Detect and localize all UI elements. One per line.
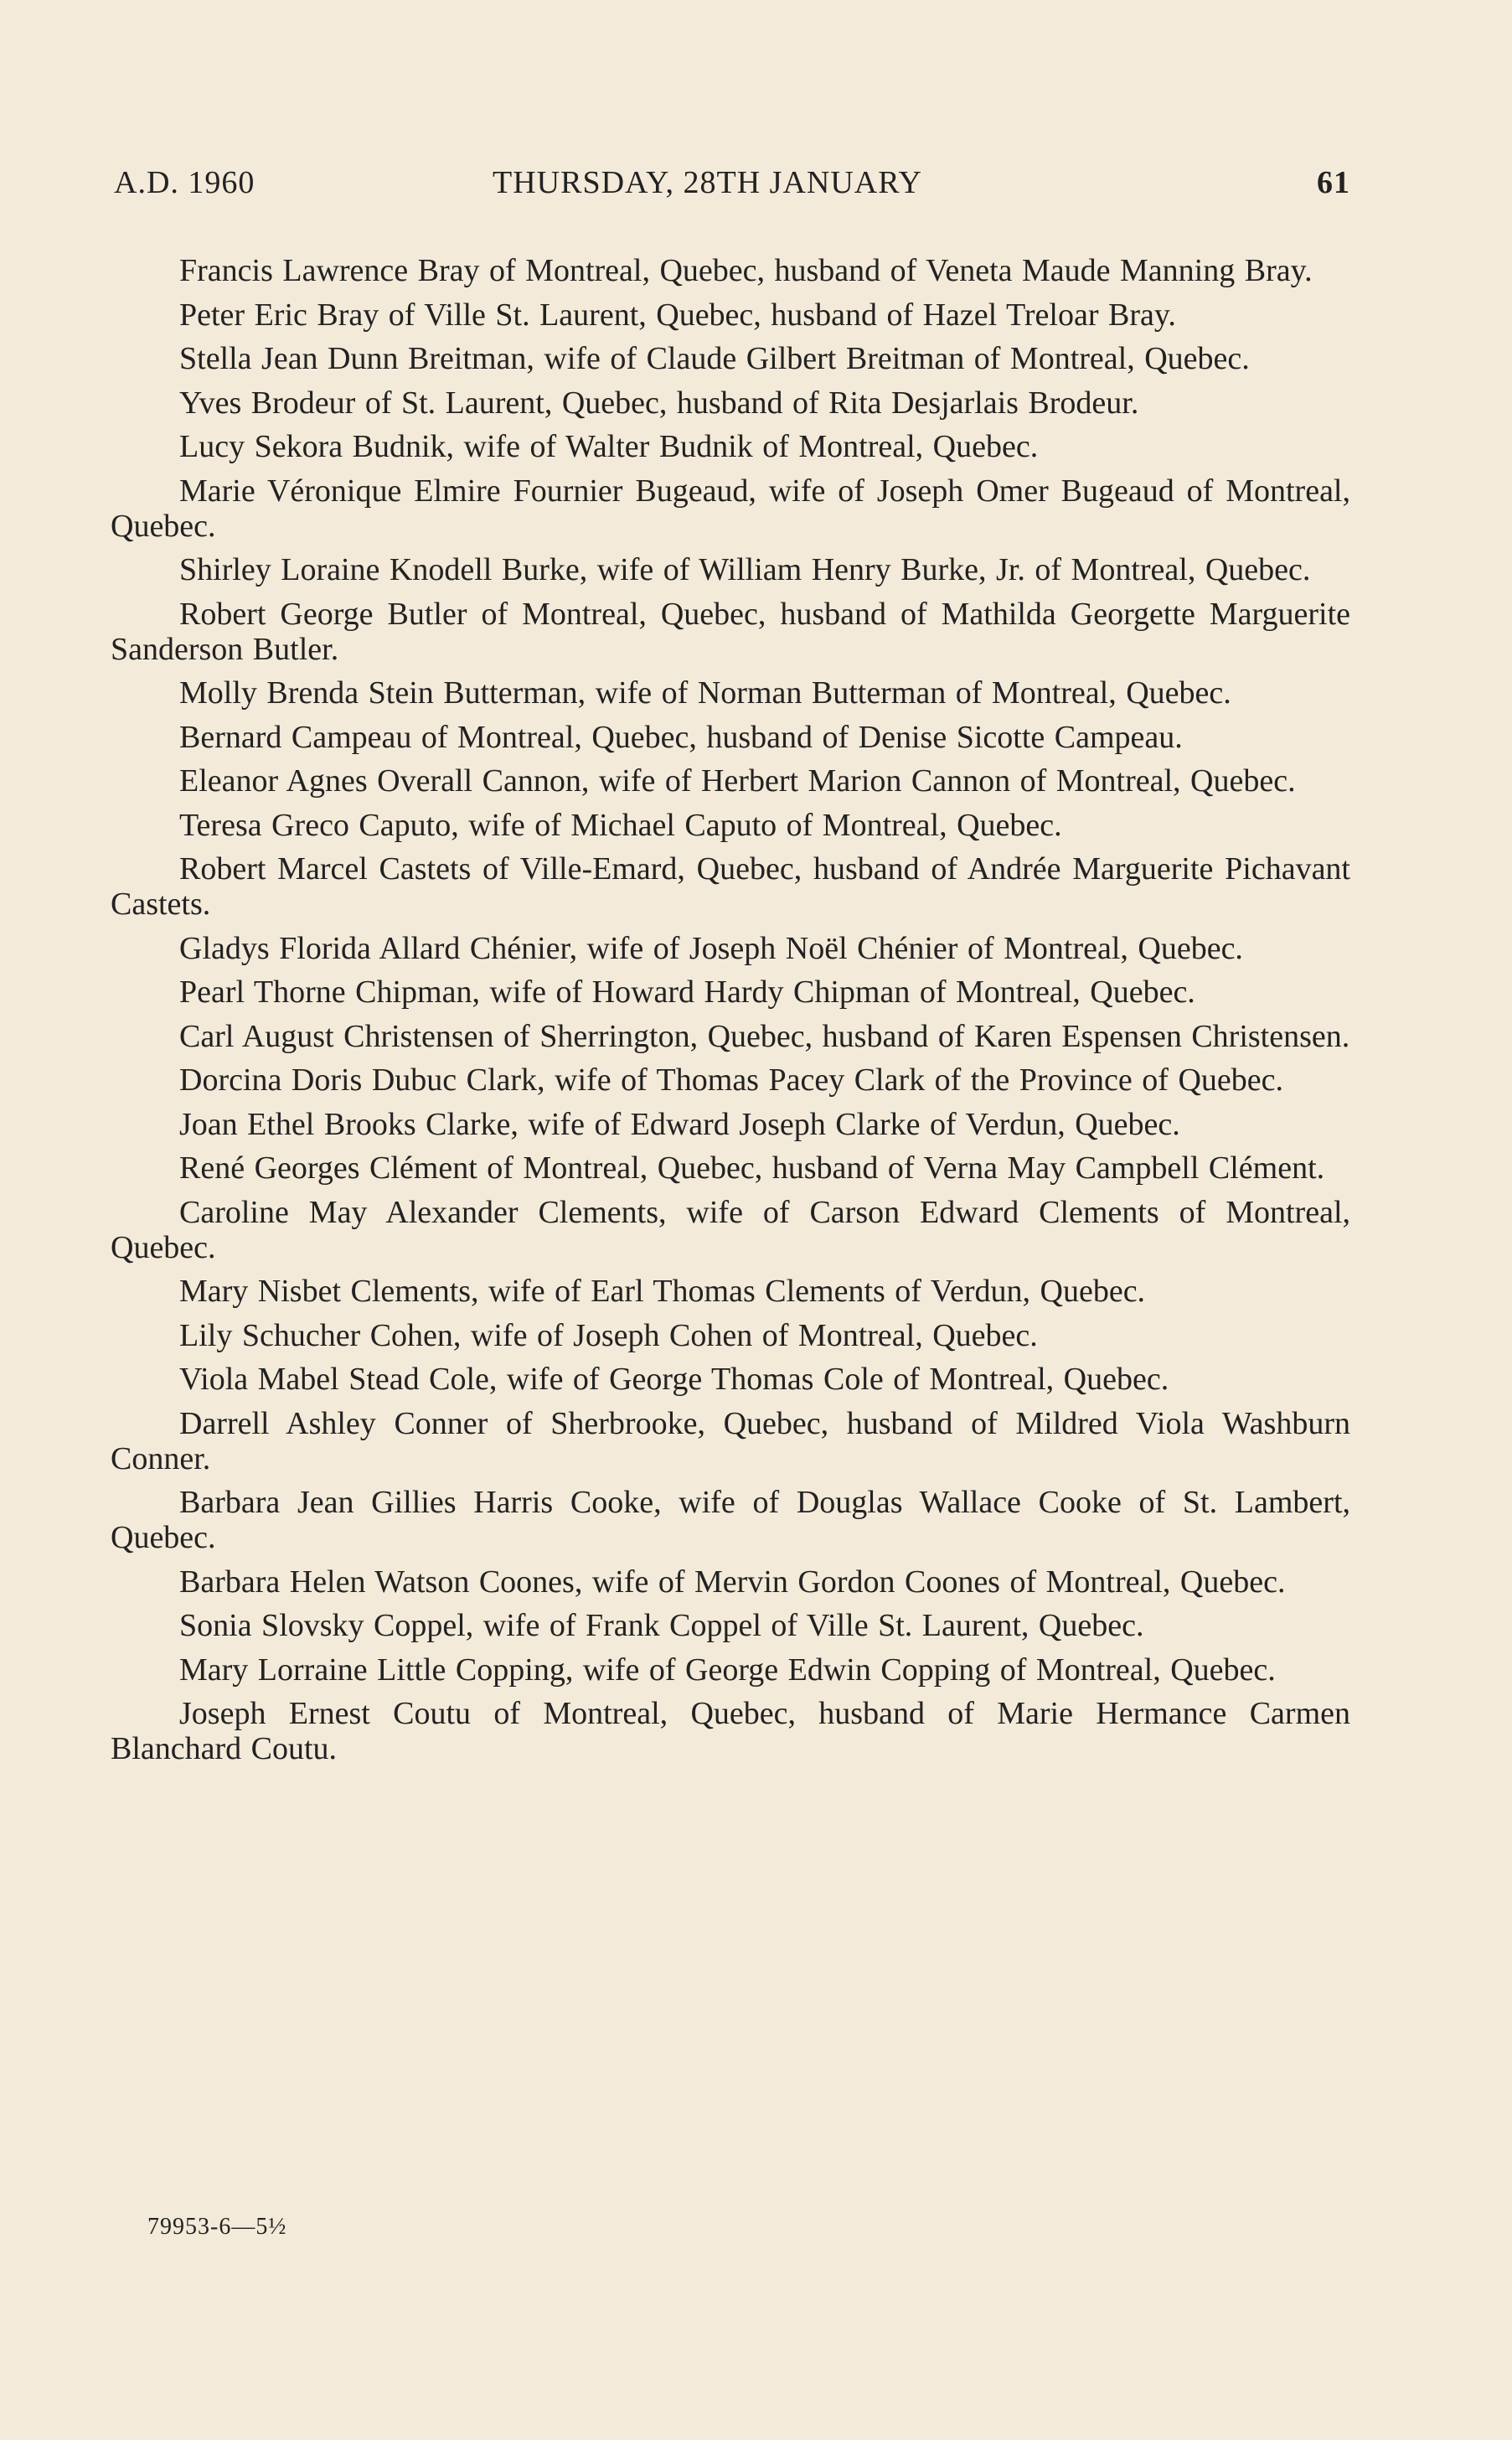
list-item: Molly Brenda Stein Butterman, wife of Norman Butterman of Montreal, Quebec. [179,675,1231,711]
list-item: Viola Mabel Stead Cole, wife of George Thomas Cole of Montreal, Quebec. [179,1362,1169,1397]
page-header [114,164,1350,206]
header-year: A.D. 1960 [114,165,255,200]
header-date: THURSDAY, 28TH JANUARY [493,165,922,200]
list-item: Joseph Ernest Coutu of Montreal, Quebec, husband of Marie Hermance Carmen Blanchard Coutu. [111,1696,1350,1766]
list-item: Robert George Butler of Montreal, Quebec, husband of Mathilda Georgette Marguerite Sanderson Butler. [111,596,1350,667]
list-item: Mary Lorraine Little Copping, wife of George Edwin Copping of Montreal, Quebec. [179,1652,1276,1688]
list-item: Peter Eric Bray of Ville St. Laurent, Quebec, husband of Hazel Treloar Bray. [179,297,1176,333]
list-item: René Georges Clément of Montreal, Quebec, husband of Verna May Campbell Clément. [179,1150,1325,1186]
list-item: Teresa Greco Caputo, wife of Michael Caputo of Montreal, Quebec. [179,807,1062,843]
list-item: Barbara Helen Watson Coones, wife of Mervin Gordon Coones of Montreal, Quebec. [179,1564,1286,1600]
list-item: Gladys Florida Allard Chénier, wife of Joseph Noël Chénier of Montreal, Quebec. [179,930,1243,966]
list-item: Lucy Sekora Budnik, wife of Walter Budnik of Montreal, Quebec. [179,429,1039,464]
list-item: Francis Lawrence Bray of Montreal, Quebec, husband of Veneta Maude Manning Bray. [179,253,1313,288]
list-item: Caroline May Alexander Clements, wife of Carson Edward Clements of Montreal, Quebec. [111,1194,1350,1265]
list-item: Marie Véronique Elmire Fournier Bugeaud, wife of Joseph Omer Bugeaud of Montreal, Quebec. [111,473,1350,544]
list-item: Eleanor Agnes Overall Cannon, wife of Herbert Marion Cannon of Montreal, Quebec. [179,763,1296,799]
list-item: Stella Jean Dunn Breitman, wife of Claude Gilbert Breitman of Montreal, Quebec. [179,341,1250,376]
list-item: Barbara Jean Gillies Harris Cooke, wife of Douglas Wallace Cooke of St. Lambert, Quebec. [111,1485,1350,1555]
list-item: Mary Nisbet Clements, wife of Earl Thomas Clements of Verdun, Quebec. [179,1274,1146,1309]
page-number: 61 [1317,165,1350,200]
list-item: Pearl Thorne Chipman, wife of Howard Hardy Chipman of Montreal, Quebec. [179,974,1195,1010]
entry-list [111,253,1350,1776]
list-item: Shirley Loraine Knodell Burke, wife of William Henry Burke, Jr. of Montreal, Quebec. [179,552,1311,587]
list-item: Bernard Campeau of Montreal, Quebec, husband of Denise Sicotte Campeau. [179,719,1183,755]
list-item: Joan Ethel Brooks Clarke, wife of Edward Joseph Clarke of Verdun, Quebec. [179,1106,1180,1142]
list-item: Carl August Christensen of Sherrington, Quebec, husband of Karen Espensen Christensen. [179,1018,1350,1054]
list-item: Yves Brodeur of St. Laurent, Quebec, husband of Rita Desjarlais Brodeur. [179,385,1139,421]
list-item: Darrell Ashley Conner of Sherbrooke, Quebec, husband of Mildred Viola Washburn Conner. [111,1405,1350,1476]
list-item: Dorcina Doris Dubuc Clark, wife of Thomas Pacey Clark of the Province of Quebec. [179,1062,1283,1098]
list-item: Sonia Slovsky Coppel, wife of Frank Coppel of Ville St. Laurent, Quebec. [179,1608,1144,1643]
list-item: Lily Schucher Cohen, wife of Joseph Cohen of Montreal, Quebec. [179,1317,1038,1353]
print-code: 79953-6—5½ [147,2214,287,2240]
list-item: Robert Marcel Castets of Ville-Emard, Quebec, husband of Andrée Marguerite Pichavant Castets. [111,851,1350,922]
